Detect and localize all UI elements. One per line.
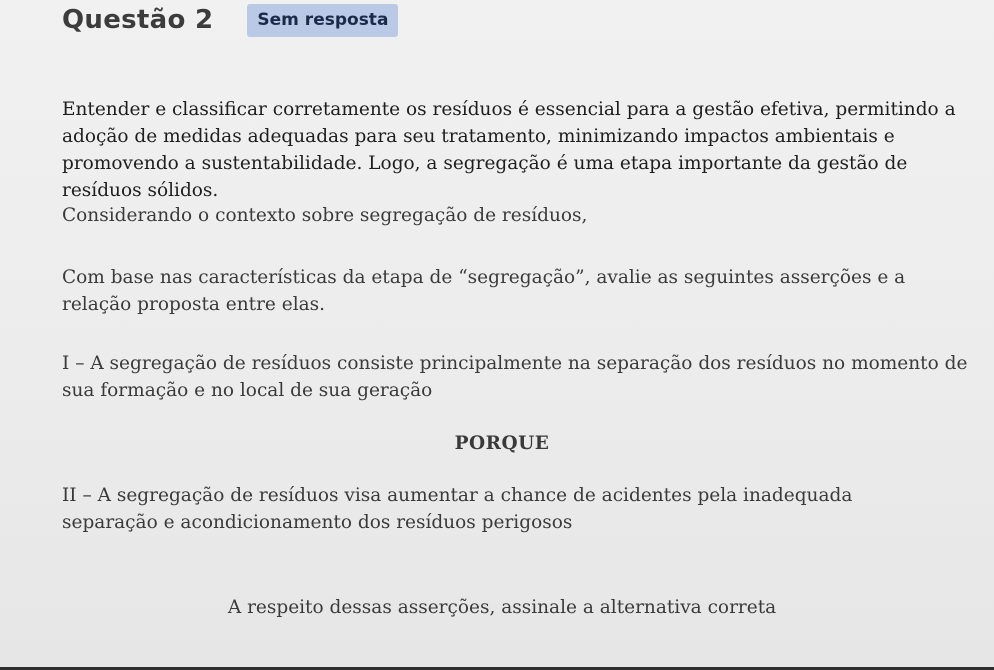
question-prompt: A respeito dessas asserções, assinale a alternativa correta: [227, 597, 777, 618]
question-statement: [62, 96, 990, 618]
question-title: Questão 2: [62, 5, 214, 35]
assertion-1: I – A segregação de resíduos consiste principalmente na separação dos resíduos no momento de sua formação e no local de sua geração: [62, 353, 968, 401]
statement-instruction: Com base nas características da etapa de “segregação”, avalie as seguintes asserções e a relação proposta entre elas.: [62, 267, 906, 315]
assertion-2: II – A segregação de resíduos visa aumentar a chance de acidentes pela inadequada separação e acondicionamento dos resíduos perigosos: [62, 485, 853, 533]
statement-context: Considerando o contexto sobre segregação de resíduos,: [62, 205, 588, 226]
status-badge: Sem resposta: [247, 4, 398, 37]
question-header: [62, 2, 398, 38]
statement-intro: Entender e classificar corretamente os resíduos é essencial para a gestão efetiva, permitindo a adoção de medidas adequadas para seu tratamento, minimizando impactos ambientais e promovendo a sustentabilidade. Logo, a segregação é uma etapa importante da gestão de resíduos sólidos.: [62, 99, 956, 201]
assertion-connector: PORQUE: [454, 433, 550, 454]
